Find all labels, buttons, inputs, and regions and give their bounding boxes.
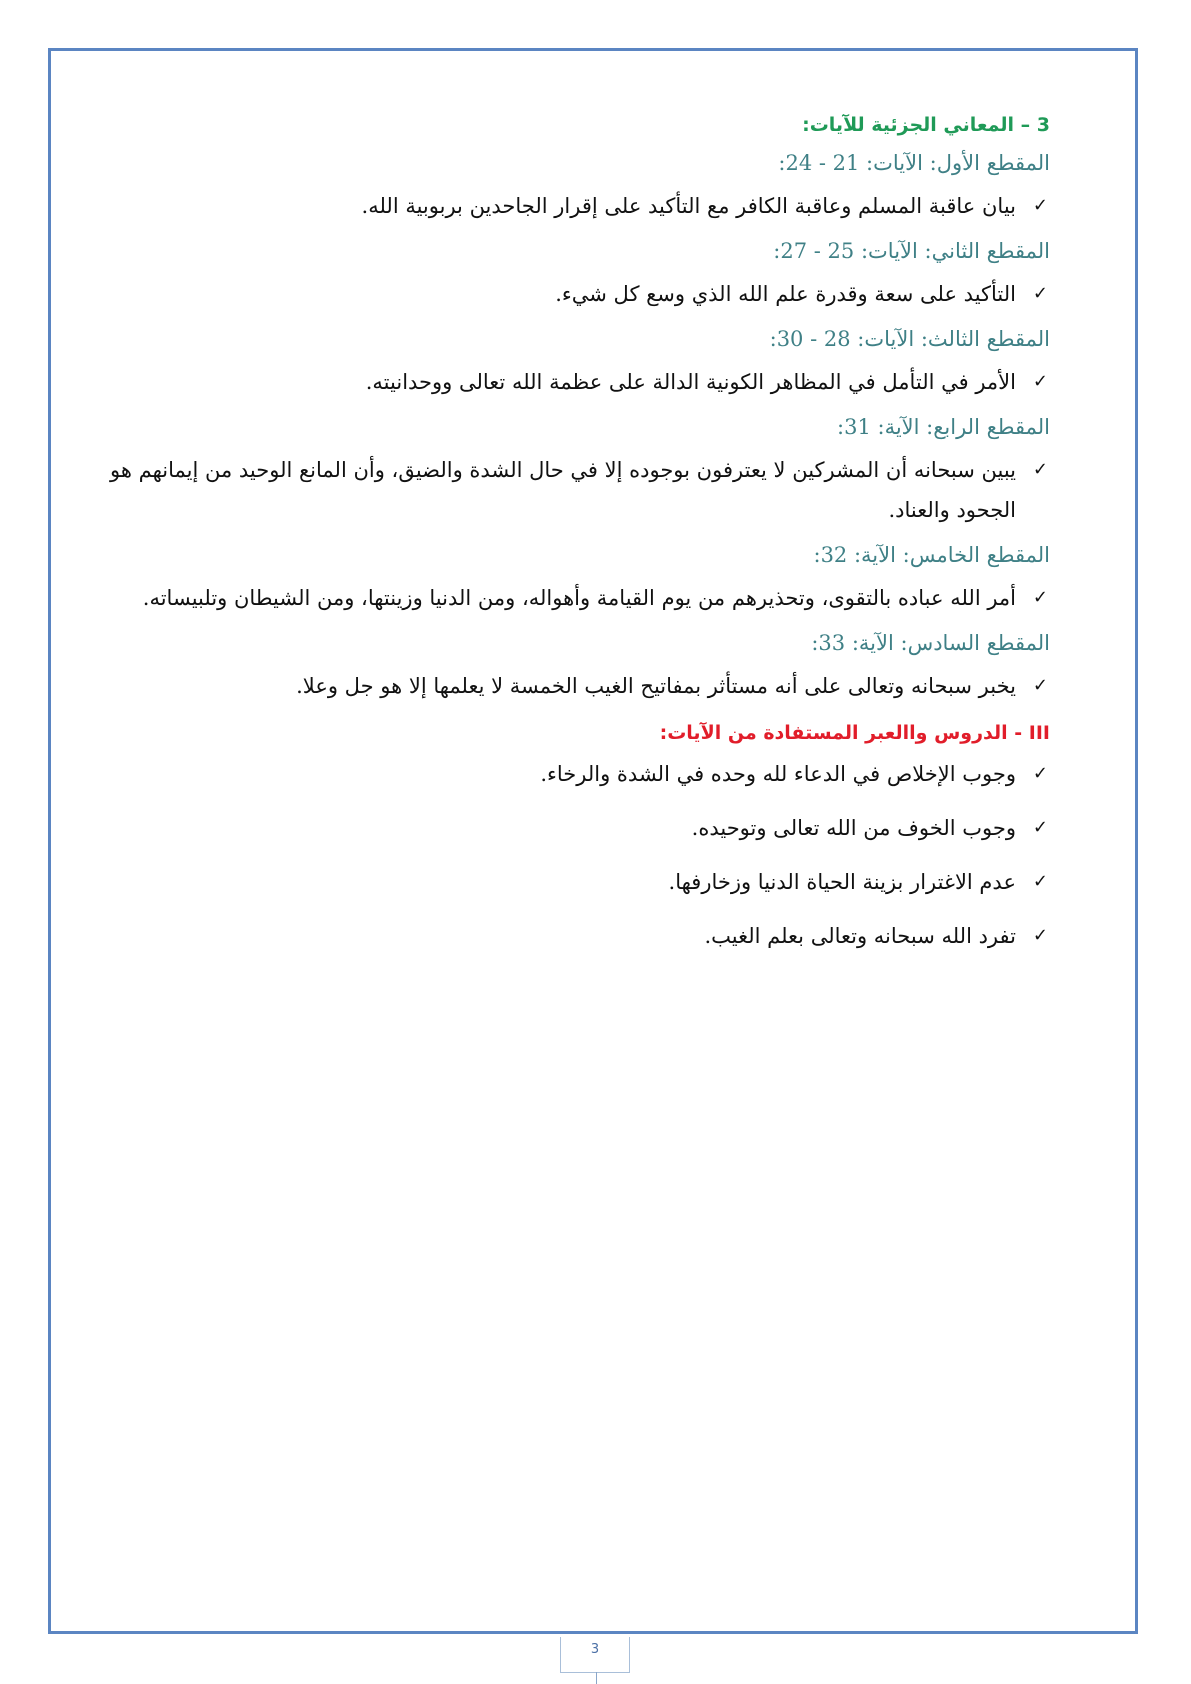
segment-6	[80, 626, 1050, 706]
segment-title: المقطع الرابع: الآية: 31:	[837, 415, 1050, 439]
check-icon: ✓	[1032, 675, 1048, 696]
list-item-text: التأكيد على سعة وقدرة علم الله الذي وسع كل شيء.	[555, 282, 1016, 306]
list-item	[80, 754, 1050, 794]
segment-1	[80, 146, 1050, 226]
list-item	[80, 186, 1050, 226]
segment-title: المقطع الثالث: الآيات: 28 - 30:	[769, 327, 1050, 351]
segment-items	[80, 450, 1050, 530]
page-number: 3	[560, 1637, 630, 1673]
segment-items	[80, 666, 1050, 706]
list-item-text: بيان عاقبة المسلم وعاقبة الكافر مع التأكيد على إقرار الجاحدين بربوبية الله.	[361, 194, 1016, 218]
segment-title: المقطع الأول: الآيات: 21 - 24:	[778, 151, 1050, 175]
list-item	[80, 274, 1050, 314]
segment-items	[80, 362, 1050, 402]
check-icon: ✓	[1032, 817, 1048, 838]
segment-items	[80, 274, 1050, 314]
segment-2	[80, 234, 1050, 314]
list-item-text: وجوب الخوف من الله تعالى وتوحيده.	[691, 816, 1016, 840]
section-heading-partial-meanings: 3 – المعاني الجزئية للآيات:	[802, 114, 1050, 136]
list-item-text: عدم الاغترار بزينة الحياة الدنيا وزخارفها.	[668, 870, 1016, 894]
segment-3	[80, 322, 1050, 402]
segment-title: المقطع الخامس: الآية: 32:	[813, 543, 1050, 567]
segment-title: المقطع السادس: الآية: 33:	[811, 631, 1050, 655]
list-item	[80, 450, 1050, 530]
check-icon: ✓	[1032, 925, 1048, 946]
segment-5	[80, 538, 1050, 618]
check-icon: ✓	[1032, 459, 1048, 480]
list-item	[80, 362, 1050, 402]
list-item	[80, 808, 1050, 848]
check-icon: ✓	[1032, 763, 1048, 784]
check-icon: ✓	[1032, 371, 1048, 392]
list-item-text: تفرد الله سبحانه وتعالى بعلم الغيب.	[704, 924, 1016, 948]
list-item-text: الأمر في التأمل في المظاهر الكونية الدالة على عظمة الله تعالى ووحدانيته.	[365, 370, 1016, 394]
lessons-list	[80, 754, 1050, 956]
list-item-text: يخبر سبحانه وتعالى على أنه مستأثر بمفاتيح الغيب الخمسة لا يعلمها إلا هو جل وعلا.	[296, 674, 1016, 698]
page-number-divider	[596, 1672, 597, 1684]
list-item-text: أمر الله عباده بالتقوى، وتحذيرهم من يوم القيامة وأهواله، ومن الدنيا وزينتها، ومن الشيطان وتلبيساته.	[142, 586, 1016, 610]
check-icon: ✓	[1032, 195, 1048, 216]
page-content	[80, 98, 1050, 970]
segment-items	[80, 186, 1050, 226]
list-item	[80, 862, 1050, 902]
list-item	[80, 666, 1050, 706]
list-item-text: وجوب الإخلاص في الدعاء لله وحده في الشدة والرخاء.	[540, 762, 1016, 786]
segment-4	[80, 410, 1050, 530]
section-heading-lessons: III - الدروس واالعبر المستفادة من الآيات:	[659, 722, 1050, 744]
segment-title: المقطع الثاني: الآيات: 25 - 27:	[773, 239, 1050, 263]
check-icon: ✓	[1032, 587, 1048, 608]
list-item	[80, 578, 1050, 618]
check-icon: ✓	[1032, 871, 1048, 892]
list-item-text: يبين سبحانه أن المشركين لا يعترفون بوجوده إلا في حال الشدة والضيق، وأن المانع الوحيد من إيمانهم هو الجحود والعناد.	[110, 458, 1016, 522]
list-item	[80, 916, 1050, 956]
check-icon: ✓	[1032, 283, 1048, 304]
segment-items	[80, 578, 1050, 618]
